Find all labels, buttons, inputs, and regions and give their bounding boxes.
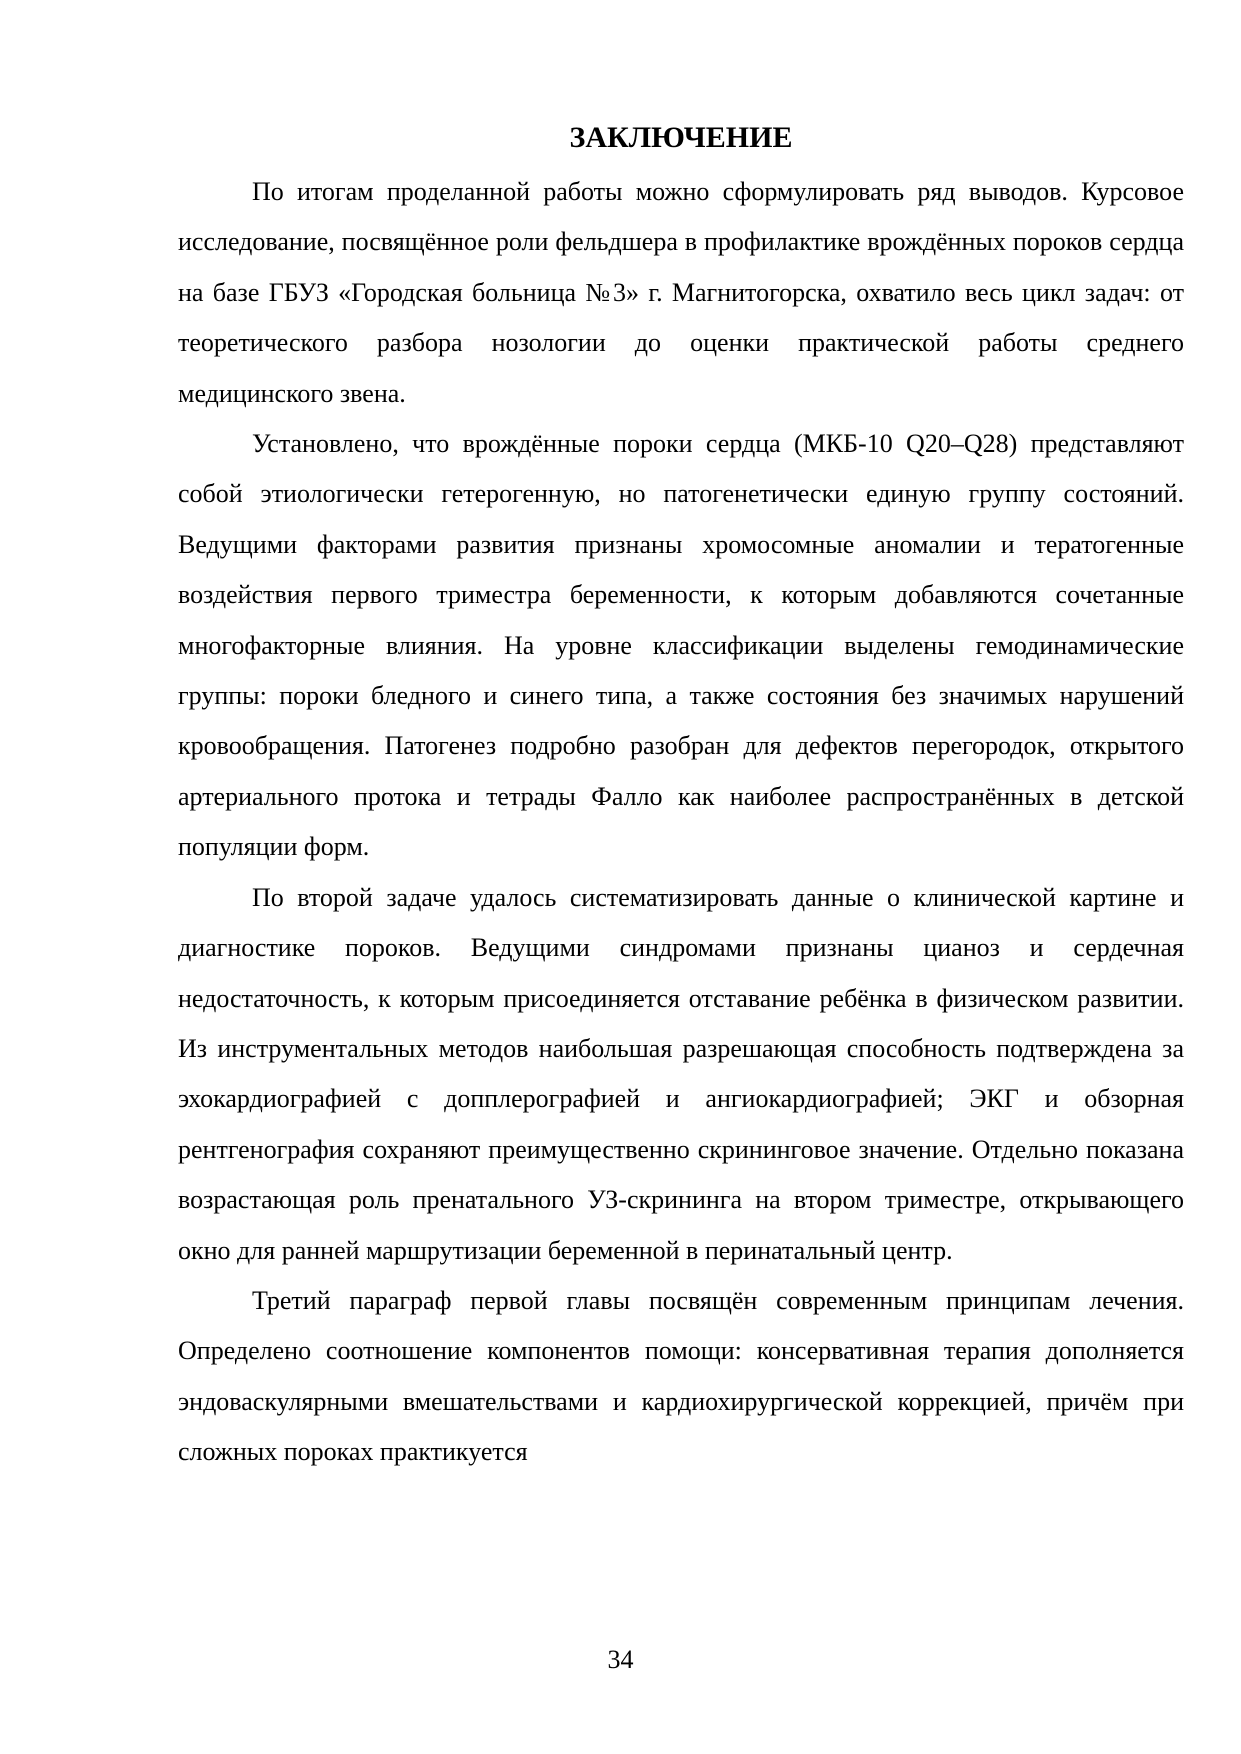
page-title: ЗАКЛЮЧЕНИЕ <box>569 121 793 154</box>
body-text <box>178 167 1184 1478</box>
paragraph-2: Установлено, что врождённые пороки сердца (МКБ-10 Q20–Q28) представляют собой этиологически гетерогенную, но патогенетически единую группу состояний. Ведущими факторами развития признаны хромосомные аномалии и тератогенные воздействия первого триместра беременности, к которым добавляются сочетанные многофакторные влияния. На уровне классификации выделены гемодинамические группы: пороки бледного и синего типа, а также состояния без значимых нарушений кровообращения. Патогенез подробно разобран для дефектов перегородок, открытого артериального протока и тетрады Фалло как наиболее распространённых в детской популяции форм. <box>178 429 1184 862</box>
paragraph-3: По второй задаче удалось систематизировать данные о клинической картине и диагностике пороков. Ведущими синдромами признаны цианоз и сердечная недостаточность, к которым присоединяется отставание ребёнка в физическом развитии. Из инструментальных методов наибольшая разрешающая способность подтверждена за эхокардиографией с допплерографией и ангиокардиографией; ЭКГ и обзорная рентгенография сохраняют преимущественно скрининговое значение. Отдельно показана возрастающая роль пренатального УЗ-скрининга на втором триместре, открывающего окно для ранней маршрутизации беременной в перинатальный центр. <box>178 882 1184 1265</box>
paragraph-1: По итогам проделанной работы можно сформулировать ряд выводов. Курсовое исследование, посвящённое роли фельдшера в профилактике врождённых пороков сердца на базе ГБУЗ «Городская больница №3» г. Магнитогорска, охватило весь цикл задач: от теоретического разбора нозологии до оценки практической работы среднего медицинского звена. <box>178 177 1184 408</box>
page-number: 34 <box>607 1645 634 1674</box>
paragraph-4: Третий параграф первой главы посвящён современным принципам лечения. Определено соотношение компонентов помощи: консервативная терапия дополняется эндоваскулярными вмешательствами и кардиохирургической коррекцией, причём при сложных пороках практикуется <box>178 1285 1184 1467</box>
